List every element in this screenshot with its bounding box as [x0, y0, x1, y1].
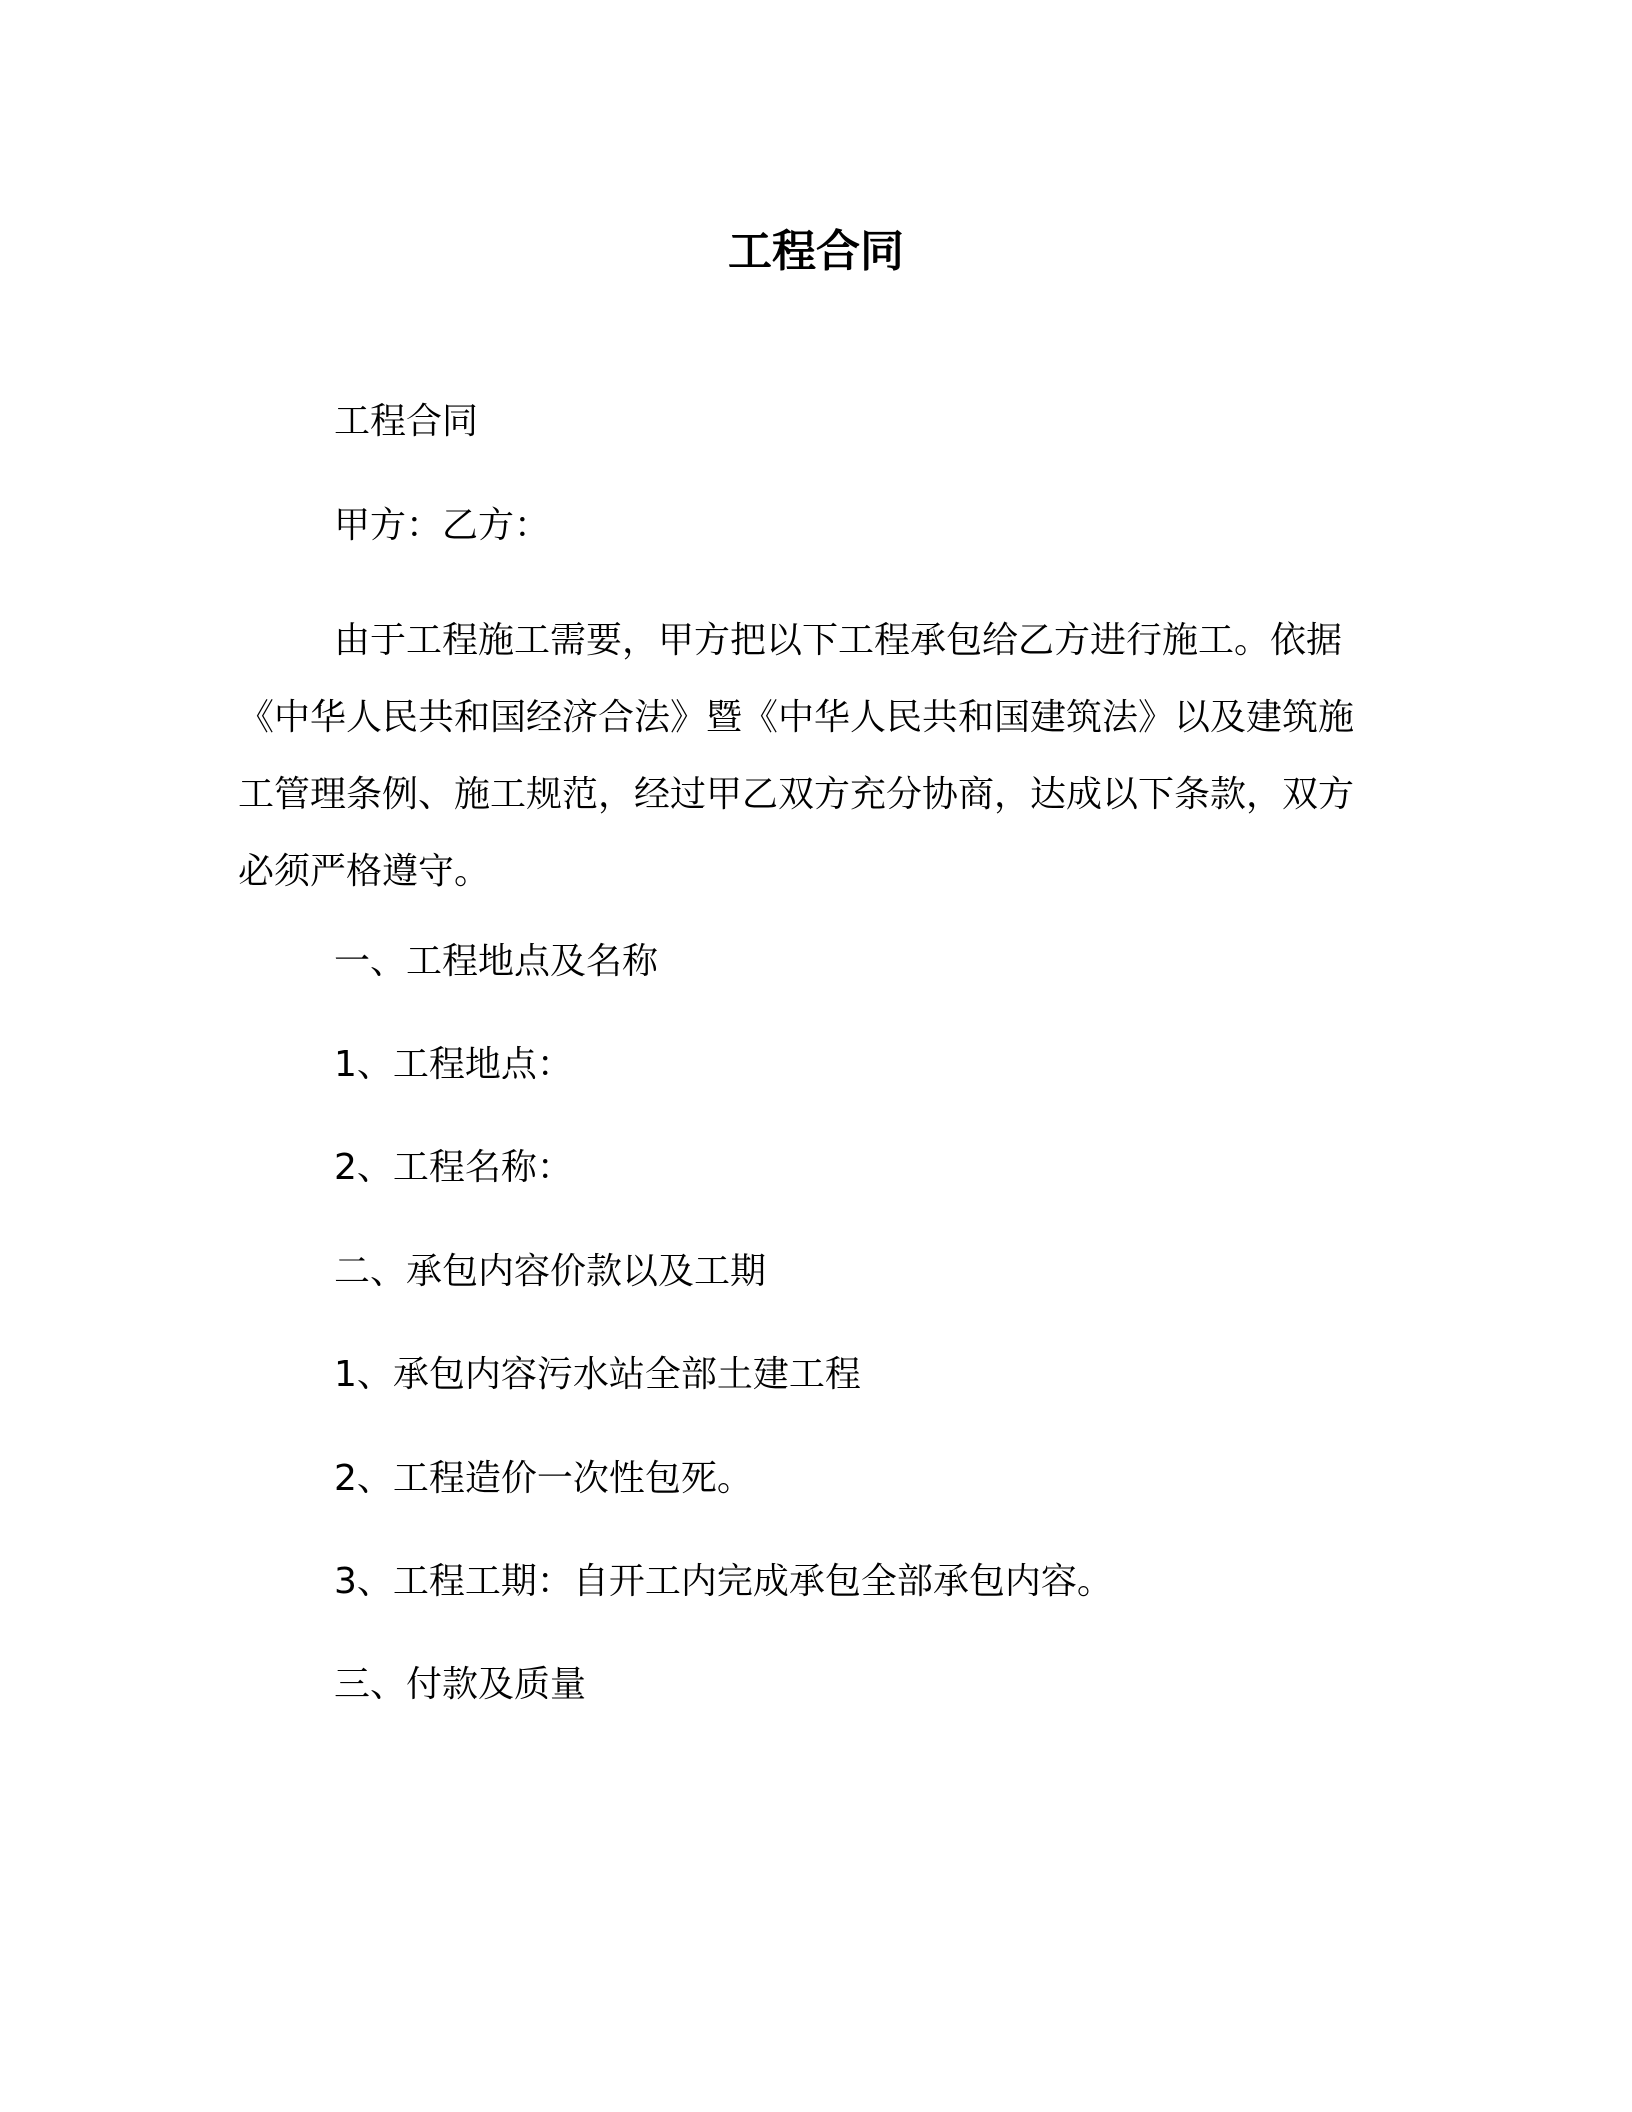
- document-title: 工程合同: [728, 226, 904, 277]
- section-1-item-2: 2、工程名称：: [334, 1147, 573, 1188]
- intro-paragraph: 由于工程施工需要，甲方把以下工程承包给乙方进行施工。依据《中华人民共和国经济合法》暨《中华人民共和国建筑法》以及建筑施工管理条例、施工规范，经过甲乙双方充分协商，达成以下条款，双方必须严格遵守。: [238, 620, 1355, 892]
- section-2-item-1: 1、承包内容污水站全部土建工程: [334, 1354, 861, 1395]
- section-2-item-2: 2、工程造价一次性包死。: [334, 1458, 753, 1499]
- section-1-item-1: 1、工程地点：: [334, 1044, 573, 1085]
- section-3-heading: 三、付款及质量: [334, 1664, 587, 1705]
- section-1-heading: 一、工程地点及名称: [334, 941, 659, 982]
- section-2-heading: 二、承包内容价款以及工期: [334, 1251, 767, 1292]
- parties-line: 甲方：乙方：: [334, 505, 551, 546]
- section-2-item-3: 3、工程工期：自开工内完成承包全部承包内容。: [334, 1561, 1113, 1602]
- document-subtitle: 工程合同: [334, 401, 479, 442]
